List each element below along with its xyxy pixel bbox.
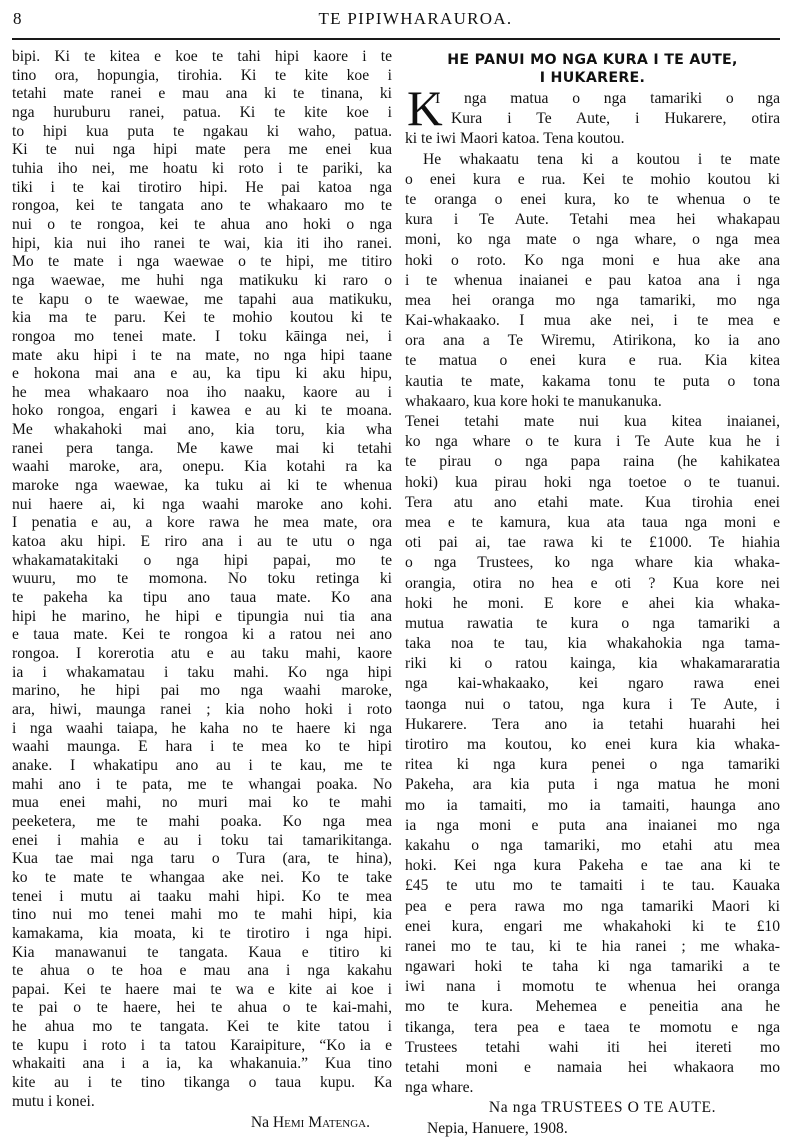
text-line: mea e te kamura, kua ata taua nga moni e	[405, 513, 780, 531]
text-line: hoki o roto. Ko nga moni e hua ake ana	[405, 251, 780, 269]
text-line: Hukarere. Tera ano ia tetahi huarahi hei	[405, 715, 780, 733]
opening-line: Kura i Te Aute, i Hukarere, otira	[451, 110, 780, 128]
signature-prefix: Na	[250, 1114, 269, 1132]
text-line: whakaiti ana i a ia, ka whakanuia.” Kua tino	[12, 1055, 392, 1073]
notice-headline	[405, 51, 780, 87]
text-line: hoki) kua pirau hoki nga toetoe o te tuanui.	[405, 473, 780, 491]
text-line: i nga waahi taiapa, he kaha no te haere ki nga	[12, 719, 392, 737]
text-line: ora ana a Te Wiremu, Atirikona, ko ia ano	[405, 332, 780, 350]
text-line: hipi, kia nui iho ranei te wai, kia iti iho ranei.	[12, 234, 392, 252]
opening-line: I nga matua o nga tamariki o nga	[435, 90, 780, 107]
text-line: pea e pera rawa mo nga tamariki Maori ki	[405, 897, 780, 915]
text-line: to hipi kua puta te ngakau ki waho, patua.	[12, 122, 392, 140]
text-line: tikanga, tera pea e taea te momotu e nga	[405, 1018, 780, 1036]
text-line: tetahi moni e namaia hei whakaora mo	[405, 1059, 780, 1076]
text-line: bipi. Ki te kitea e koe te tahi hipi kaore i te	[12, 48, 392, 65]
text-line: hoki he moni. E kore e ahei kia whaka-	[405, 594, 780, 612]
text-line: mahi ano i te pata, me te whangai poaka. No	[12, 775, 392, 793]
text-line: te pirau o nga papa raina (he kahikatea	[405, 453, 780, 471]
text-line: marino, he hipi pai mo nga waahi maroke,	[12, 682, 392, 700]
text-line: waahi maroke, ara, onepu. Kia kotahi ra ka	[12, 458, 392, 476]
text-line: ia nga moni e puta ana inaianei mo nga	[405, 816, 780, 834]
text-line: nui haere ai, ki nga waahi maroke ano kohi.	[12, 495, 392, 513]
text-line: te matua o enei kura e rua. Kia kitea	[405, 352, 780, 370]
text-line: te oranga o enei kura, ko te whenua o te	[405, 190, 780, 208]
text-line: rongoa mo tenei mate. I toku kāinga nei, i	[12, 327, 392, 345]
text-line: nga huruburu ranei, patua. Ki te kite koe i	[12, 103, 392, 121]
text-line: Tenei tetahi mate nui kua kitea inaianei,	[405, 413, 780, 430]
text-line: enei i mahia e au i toku tai tamarikitanga.	[12, 831, 392, 849]
text-line: nga waewae, me huhi nga matikuku ki raro o	[12, 271, 392, 289]
text-line: hoko rongoa, engari i kawea e au ki te moana.	[12, 402, 392, 420]
text-line: ia i whakamatau i taku mahi. Ko nga hipi	[12, 663, 392, 681]
text-line: £45 te utu mo te tamaiti i te tau. Kauaka	[405, 877, 780, 895]
text-line: mea hei oranga mo nga tamariki, mo nga	[405, 291, 780, 309]
text-line: whakaaro, kua kore hoki te manukanuka.	[405, 392, 662, 410]
text-line: nui o te rongoa, kei te ahua ano hoki o nga	[12, 215, 392, 233]
text-line: kakahu o nga tamariki, mo etahi atu mea	[405, 836, 780, 854]
text-line: tiki i te kai tirotiro hipi. He pai katoa nga	[12, 178, 392, 196]
text-line: he ahua mo te tangata. Kei te kite tatou i	[12, 1018, 392, 1036]
text-line: iwi nana i momotu te whenua hei oranga	[405, 978, 780, 996]
text-line: te kapu o te waewae, me tapahi aua matikuku,	[12, 290, 392, 308]
text-line: kautia te mate, kakama tonu te puta o tona	[405, 372, 780, 390]
text-line: he mea whakaaro noa iho naaku, kaore au i	[12, 383, 392, 401]
text-line: papai. Kei te haere mai te wa e kite ai koe i	[12, 980, 392, 998]
text-line: ko te mate te whangaa ake nei. Ko te take	[12, 868, 392, 886]
text-line: o enei kura e rua. Kei te mohio koutou ki	[405, 170, 780, 188]
article-signature	[12, 1114, 392, 1133]
text-line: hoki. Kei nga kura Pakeha e tae ana ki te	[405, 857, 780, 875]
text-line: tuhia iho nei, me hoatu ki roto i te pariki, ka	[12, 159, 392, 177]
headline-line-2: I HUKARERE.	[539, 70, 646, 86]
text-line: Trustees tetahi wahi iti hei itereti mo	[405, 1038, 780, 1056]
text-line: kia ma te paru. Kei te mohio koutou ki te	[12, 309, 392, 327]
text-line: Kua tae mai nga taru o Tura (ara, te hina),	[12, 850, 392, 868]
text-line: katoa aku hipi. E riro ana i au te utu o nga	[12, 533, 392, 551]
headline-line-1: HE PANUI MO NGA KURA I TE AUTE,	[447, 52, 738, 68]
left-column-article	[12, 48, 392, 1133]
text-line: orangia, otira no hea e oti ? Kua kore nei	[405, 574, 780, 592]
text-line: ngawari hoki te taha ki nga tamariki a te	[405, 958, 780, 976]
text-line: whakamatakitaki o nga hipi papai, mo te	[12, 551, 392, 569]
header-rule	[12, 38, 780, 40]
text-line: rongoa, kei te tangata ano te whakaaro mo te	[12, 197, 392, 215]
text-line: wuuru, mo te momona. No toku retinga ki	[12, 570, 392, 588]
text-line: tirotiro ma koutou, ko enei kura kia whaka-	[405, 736, 780, 753]
publication-title: TE PIPIWHARAUROA.	[318, 9, 513, 28]
text-line: ko nga whare o te kura i Te Aute kua he i	[405, 433, 780, 451]
page-header	[13, 6, 778, 28]
text-line: maroke nga waewae, ka tuku ai ki te whenua	[12, 477, 392, 495]
text-line: te pakeha ka tipu ano taua mate. Ko ana	[12, 589, 392, 607]
notice-body	[405, 129, 780, 1098]
notice-closing: Na nga TRUSTEES O TE AUTE.	[488, 1099, 717, 1117]
text-line: He whakaatu tena ki a koutou i te mate	[423, 150, 780, 168]
text-line: Kia manawanui te tangata. Kaua e titiro ki	[12, 943, 392, 961]
article-body	[12, 48, 392, 1111]
text-line: Me whakahoki mai ano, kia toru, kia wha	[12, 421, 392, 439]
text-line: te ahua o te hoa e mau ana i nga kakahu	[12, 962, 392, 980]
text-line: mo ia tamaiti, mo ia tamaiti, haunga ano	[405, 796, 780, 814]
text-line: te pai o te haere, hei te ahua o te kai-mahi,	[12, 999, 392, 1017]
signature-name: Hemi Matenga.	[272, 1114, 370, 1132]
page-number: 8	[13, 9, 22, 28]
text-line: e taua mate. Kei te rongoa ki a ratou nei ano	[12, 626, 392, 644]
text-line: moni, ko nga mate o nga whare, o nga mea	[405, 231, 780, 249]
text-line: kura i Te Aute. Tetahi mea hei whakapau	[405, 211, 780, 229]
text-line: mo te kura. Mehemea e peneitia ana he	[405, 998, 780, 1016]
text-line: enei kura, engari me whakahoki ki te £10	[405, 917, 780, 935]
text-line: Pakeha, ara kia puta i nga matua he moni	[405, 776, 780, 794]
text-line: kite au i te tino tikanga o taua kupu. Ka	[12, 1074, 392, 1092]
text-line: Mo te mate i nga waewae o te hipi, me titiro	[12, 253, 392, 271]
text-line: mate aku hipi i te na mate, no nga hipi taane	[12, 346, 392, 364]
text-line: nga whare.	[405, 1079, 474, 1097]
notice-dateline: Nepia, Hanuere, 1908.	[427, 1119, 568, 1137]
text-line: taka noa te tau, kia whakahokia nga tama-	[405, 635, 780, 653]
text-line: hipi he marino, he hipi e tipungia nui tia ana	[12, 607, 392, 625]
right-column-notice	[405, 48, 780, 1139]
text-line: taonga nui o tatou, nga kura i Te Aute, i	[405, 695, 780, 713]
text-line: mutua rawatia te kura o nga tamariki a	[405, 614, 780, 632]
text-line: Tera atu ano etahi mate. Kua tirohia enei	[405, 493, 780, 511]
text-line: peeketera, me te mahi poaka. Ko nga mea	[12, 812, 392, 830]
text-line: Ki te nui nga hipi mate pera me enei kua	[12, 141, 392, 159]
text-line: oti pai ai, tae rawa ki te £1000. Te hiahia	[405, 534, 780, 552]
text-line: mua enei mahi, no muri mai ko te mahi	[12, 794, 392, 812]
text-line: e hokona mai ana e au, ka tipu ki aku hipu,	[12, 365, 392, 383]
text-line: ki te iwi Maori katoa. Tena koutou.	[405, 130, 625, 148]
text-line: mutu i konei.	[12, 1092, 95, 1110]
text-line: tenei i mutu ai taaku mahi hipi. Ko te mea	[12, 887, 392, 905]
text-line: ranei mo te tau, ki te hia ranei ; me whaka-	[405, 937, 780, 955]
notice-opening	[405, 81, 780, 136]
text-line: Kai-whakaako. I mua ake nei, i te mea e	[405, 312, 780, 330]
text-line: nga kai-whakaako, kei ngaro rawa enei	[405, 675, 780, 693]
text-line: tino ora, hopungia, tirohia. Ki te kite koe i	[12, 66, 392, 84]
text-line: tetahi mate ranei e mau ana ki te tinana, ki	[12, 85, 392, 103]
text-line: waahi maunga. E hara i te mea ko te hipi	[12, 738, 392, 756]
text-line: tino nui mo tenei mahi mo te mahi hipi, kia	[12, 906, 392, 924]
text-line: o nga Trustees, ko nga whare kia whaka-	[405, 554, 780, 572]
text-line: I penatia e au, a kore rawa he mea mate, ora	[12, 514, 392, 532]
text-line: ara, hiwi, maunga ranei ; kia noho hoki i roto	[12, 700, 392, 718]
text-line: i te whenua inaianei e pau katoa ana i nga	[405, 271, 780, 289]
text-line: anake. I whakatipu ano au i te kau, me te	[12, 756, 392, 774]
text-line: te kupu i roto i ta tatou Karaipiture, “Ko ia e	[12, 1036, 392, 1054]
text-line: rongoa. I korerotia atu e au taku mahi, kaore	[12, 645, 392, 662]
text-line: ranei pera tanga. Me kawe mai ki tetahi	[12, 439, 392, 457]
text-line: ritea ki nga kura penei o nga tamariki	[405, 756, 780, 774]
drop-cap: K	[407, 81, 443, 136]
text-line: riki ki o ratou kainga, kia whakamararatia	[405, 655, 780, 673]
text-line: kamakama, kia moata, ki te tirotiro i nga hipi.	[12, 924, 392, 942]
